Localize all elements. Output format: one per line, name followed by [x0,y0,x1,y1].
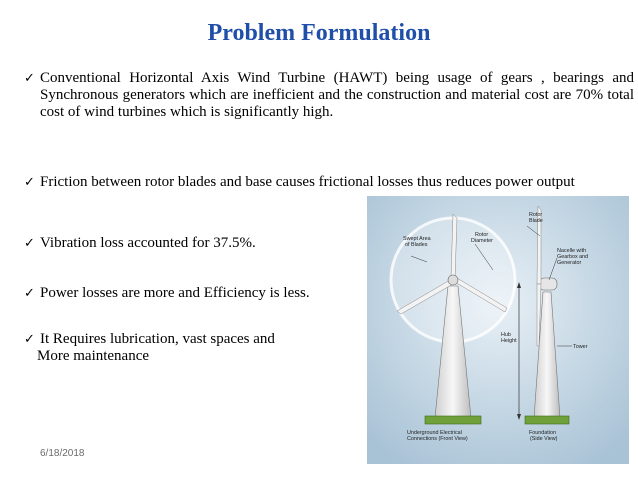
label-underground: Underground Electrical Connections (Front View) [407,430,468,442]
checkmark-icon: ✓ [24,236,35,251]
checkmark-icon: ✓ [24,286,35,301]
bullet-item [24,331,370,365]
checkmark-icon: ✓ [24,71,35,86]
checkmark-icon: ✓ [24,175,35,190]
label-hub-height: Hub Height [501,332,517,344]
wind-turbine-diagram [367,196,629,464]
checkmark-icon: ✓ [24,332,35,347]
front-hub [448,275,458,285]
bullet-continuation: More maintenance [37,348,150,364]
bullet-item [24,70,634,121]
bullet-text: Friction between rotor blades and base causes frictional losses thus reduces power output [40,174,575,190]
label-foundation: Foundation (Side View) [529,430,558,442]
bullet-text: It Requires lubrication, vast spaces and [40,331,275,347]
label-rotor-diameter: Rotor Diameter [471,232,493,244]
bullet-text: Vibration loss accounted for 37.5%. [40,235,256,251]
label-tower: Tower [573,344,588,350]
bullet-item [24,285,390,302]
label-nacelle: Nacelle with Gearbox and Generator [557,248,589,266]
label-swept-area: Swept Area of Blades [403,236,431,248]
slide-date: 6/18/2018 [40,448,85,459]
label-rotor-blade: Rotor Blade [529,212,543,224]
bullet-item [24,174,634,191]
bullet-text: Conventional Horizontal Axis Wind Turbine (HAWT) being usage of gears , bearings and Synchronous generators which are inefficient and the construction and material cost are 70% total cost of wind turbines which is significantly high. [40,70,634,120]
side-foundation [525,416,569,424]
bullet-item [24,235,370,252]
bullet-text: Power losses are more and Efficiency is less. [40,285,310,301]
front-foundation [425,416,481,424]
slide-title: Problem Formulation [207,20,431,46]
nacelle [539,278,557,290]
